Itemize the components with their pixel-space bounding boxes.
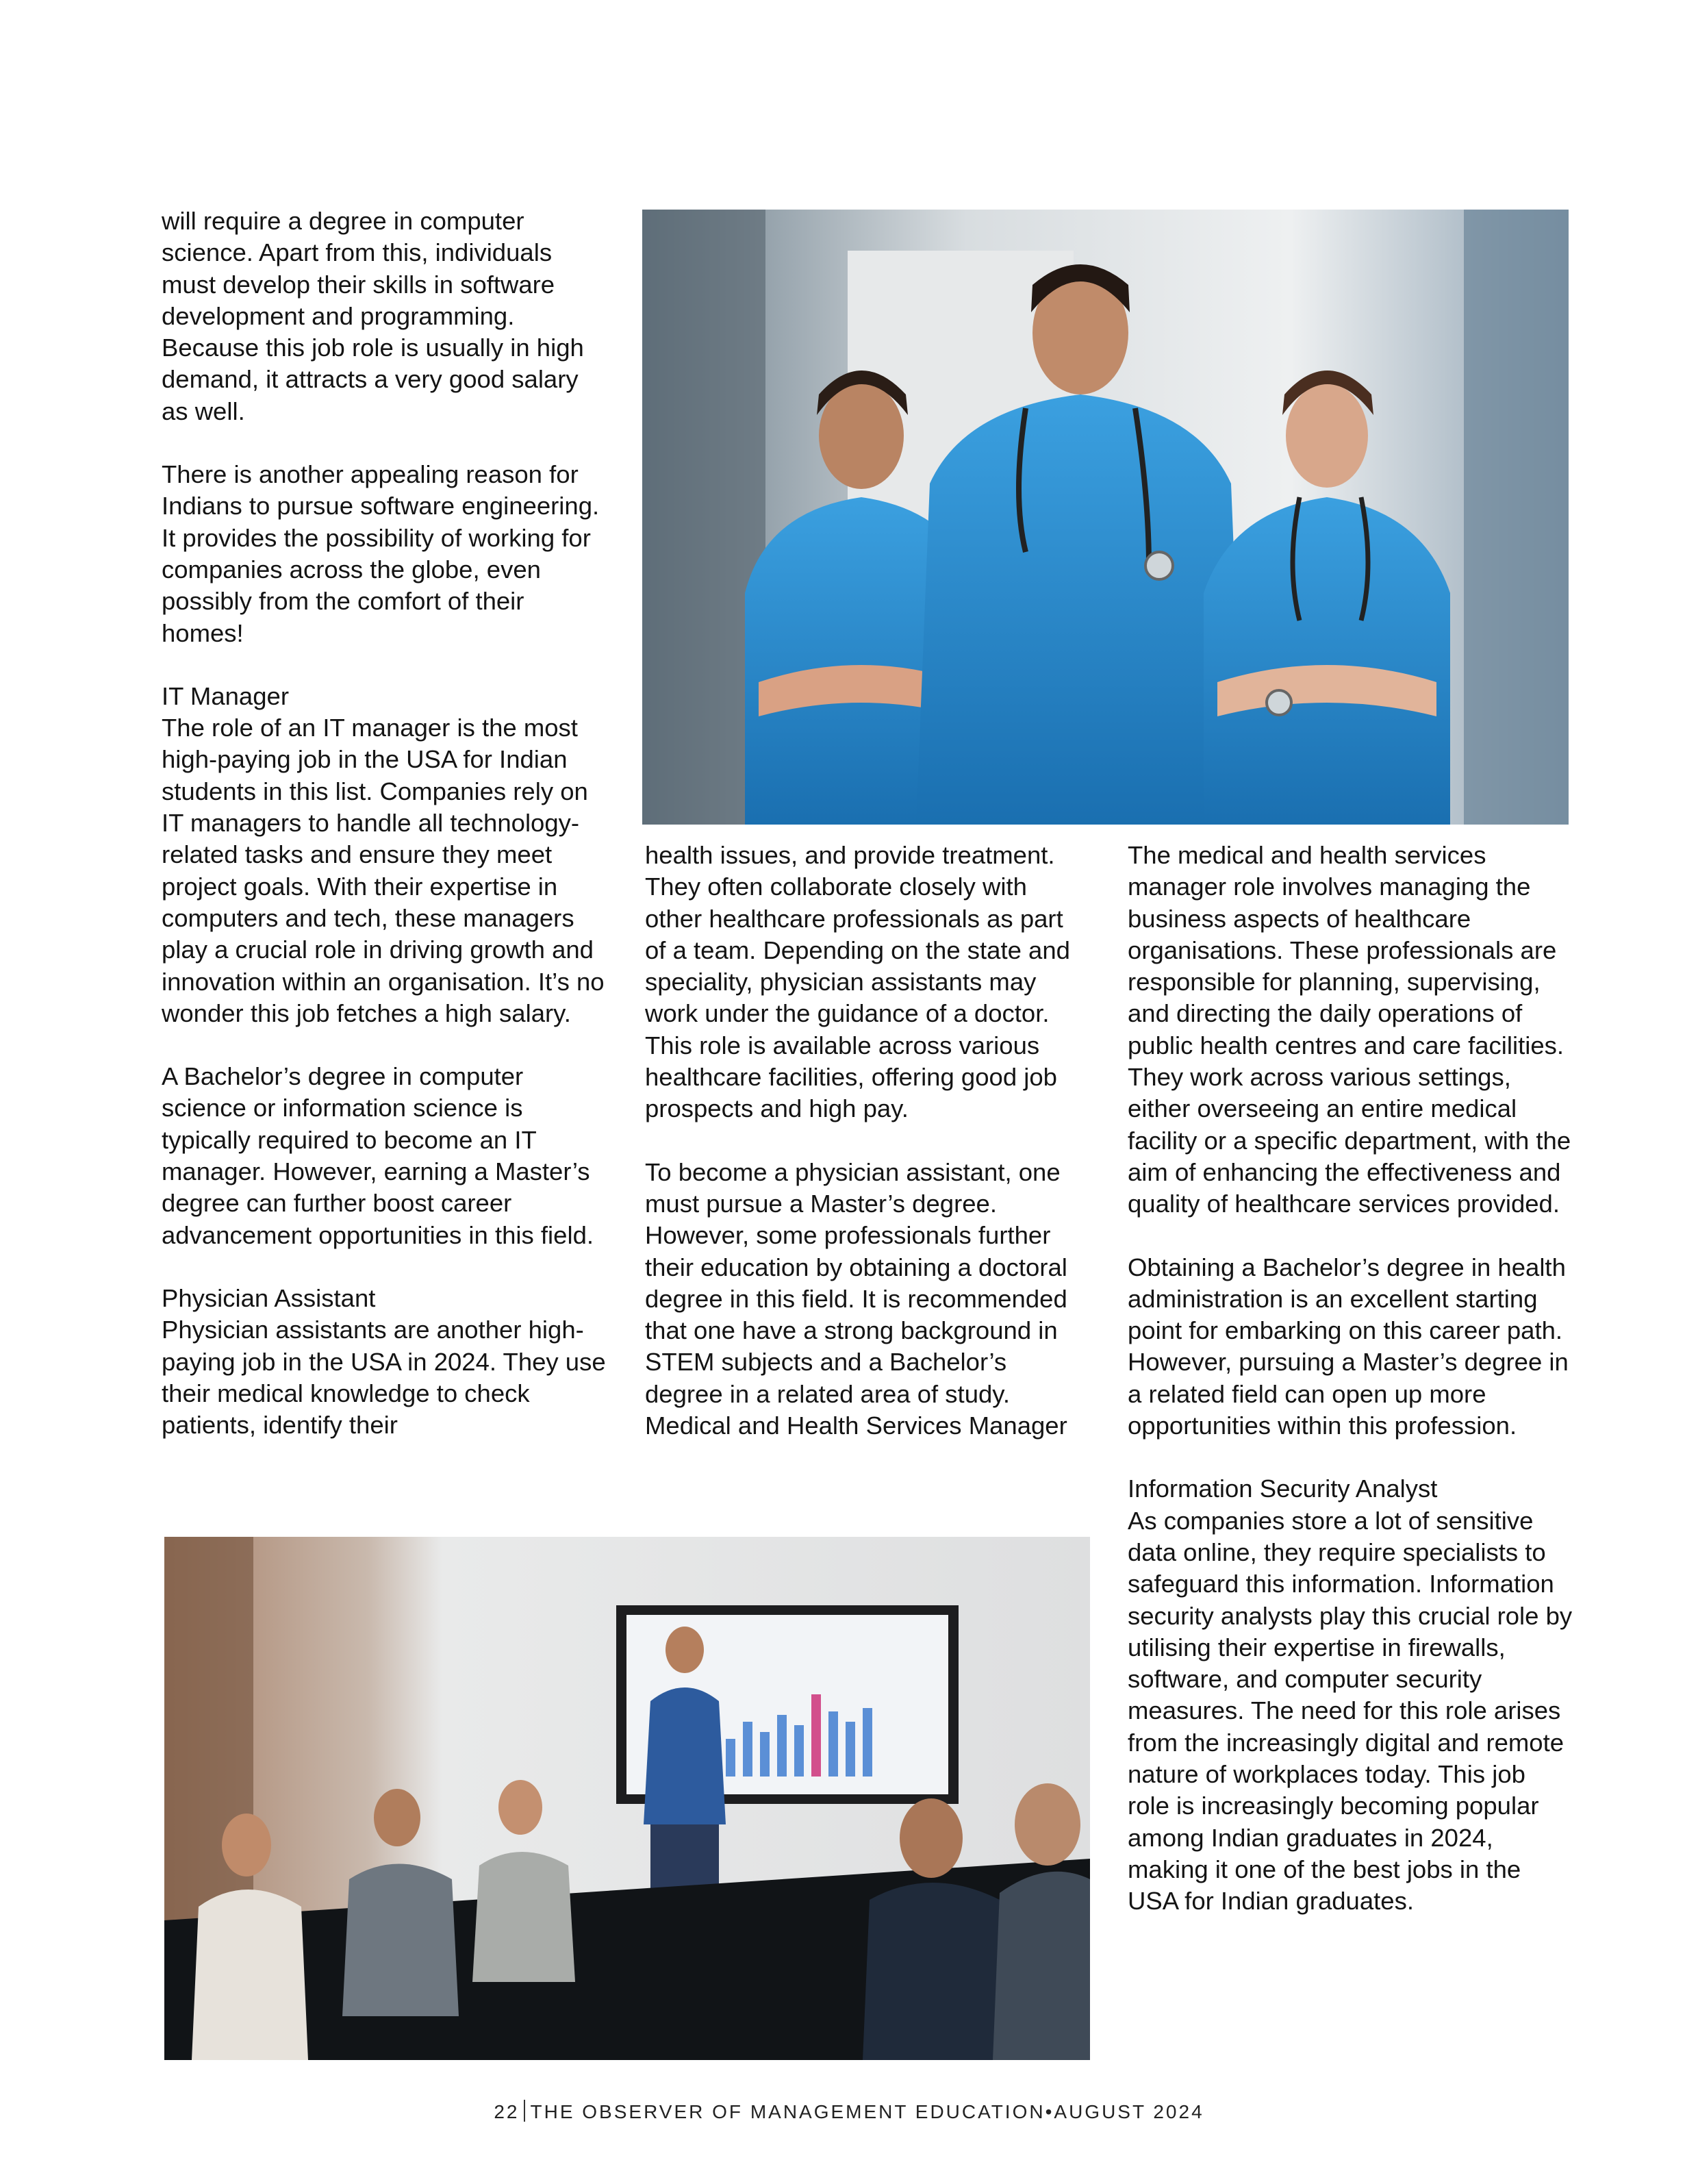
paragraph: The role of an IT manager is the most high-paying job in the USA for Indian students in this list. Companies rely on IT managers to handle all technology-related tasks and ensure they meet project goals. With their expertise in computers and tech, these managers play a crucial role in driving growth and innovation within an organisation. It’s no wonder this job fetches a high salary. (162, 714, 605, 1027)
paragraph: health issues, and provide treatment. They often collaborate closely with other healthcare professionals as part of a team. Depending on the state and speciality, physician assistants may work under the guidance of a doctor. This role is available across various healthcare facilities, offering good job prospects and high pay. (645, 841, 1070, 1123)
meeting-photo (164, 1537, 1090, 2060)
paragraph: A Bachelor’s degree in computer science or information science is typically required to become an IT manager. However, earning a Master’s degree can further boost career advancement opportunities in this field. (162, 1062, 594, 1249)
footer-divider (524, 2100, 525, 2122)
paragraph: Physician assistants are another high-paying job in the USA in 2024. They use their medical knowledge to check patients, identify their (162, 1316, 606, 1440)
page-number: 22 (494, 2101, 520, 2122)
paragraph: will require a degree in computer science. Apart from this, individuals must develop their skills in software development and programming. Because this job role is usually in high demand, it attracts a very good salary as well. (162, 207, 584, 425)
section-heading-information-security-analyst: Information Security Analyst (1128, 1474, 1438, 1503)
page-footer (0, 2100, 1698, 2123)
paragraph: As companies store a lot of sensitive data online, they require specialists to safeguard this information. Information security analysts play this crucial role by utilising their expertise in firewalls, software, and computer security measures. The need for this role arises from the increasingly digital and remote nature of workplaces today. This job role is increasingly becoming popular among Indian graduates in 2024, making it one of the best jobs in the USA for Indian graduates. (1128, 1506, 1573, 1916)
publication-name: THE OBSERVER OF MANAGEMENT EDUCATION (530, 2101, 1046, 2122)
nurses-photo (642, 210, 1569, 825)
issue-date: AUGUST 2024 (1054, 2101, 1204, 2122)
section-heading-physician-assistant: Physician Assistant (162, 1283, 376, 1312)
paragraph: Obtaining a Bachelor’s degree in health administration is an excellent starting point for embarking on this career path. However, pursuing a Master’s degree in a related field can open up more opportunities within this profession. (1128, 1253, 1569, 1440)
section-heading-it-manager: IT Manager (162, 681, 289, 710)
paragraph: The medical and health services manager role involves managing the business aspects of healthcare organisations. These professionals are responsible for planning, supervising, and directing the daily operations of public health centres and care facilities. They work across various settings, either overseeing an entire medical facility or a specific department, with the aim of enhancing the effectiveness and quality of healthcare services provided. (1128, 841, 1571, 1218)
paragraph: To become a physician assistant, one must pursue a Master’s degree. However, some professionals further their education by obtaining a doctoral degree in this field. It is recommended that one have a strong background in STEM subjects and a Bachelor’s degree in a related area of study. Medical and Health Services Manager (645, 1157, 1067, 1440)
paragraph: There is another appealing reason for Indians to pursue software engineering. It provides the possibility of working for companies across the globe, even possibly from the comfort of their homes! (162, 460, 600, 647)
footer-bullet: • (1045, 2101, 1054, 2122)
article-column-3 (1128, 840, 1573, 1918)
article-column-1 (162, 205, 607, 1441)
article-column-2 (645, 840, 1090, 1442)
